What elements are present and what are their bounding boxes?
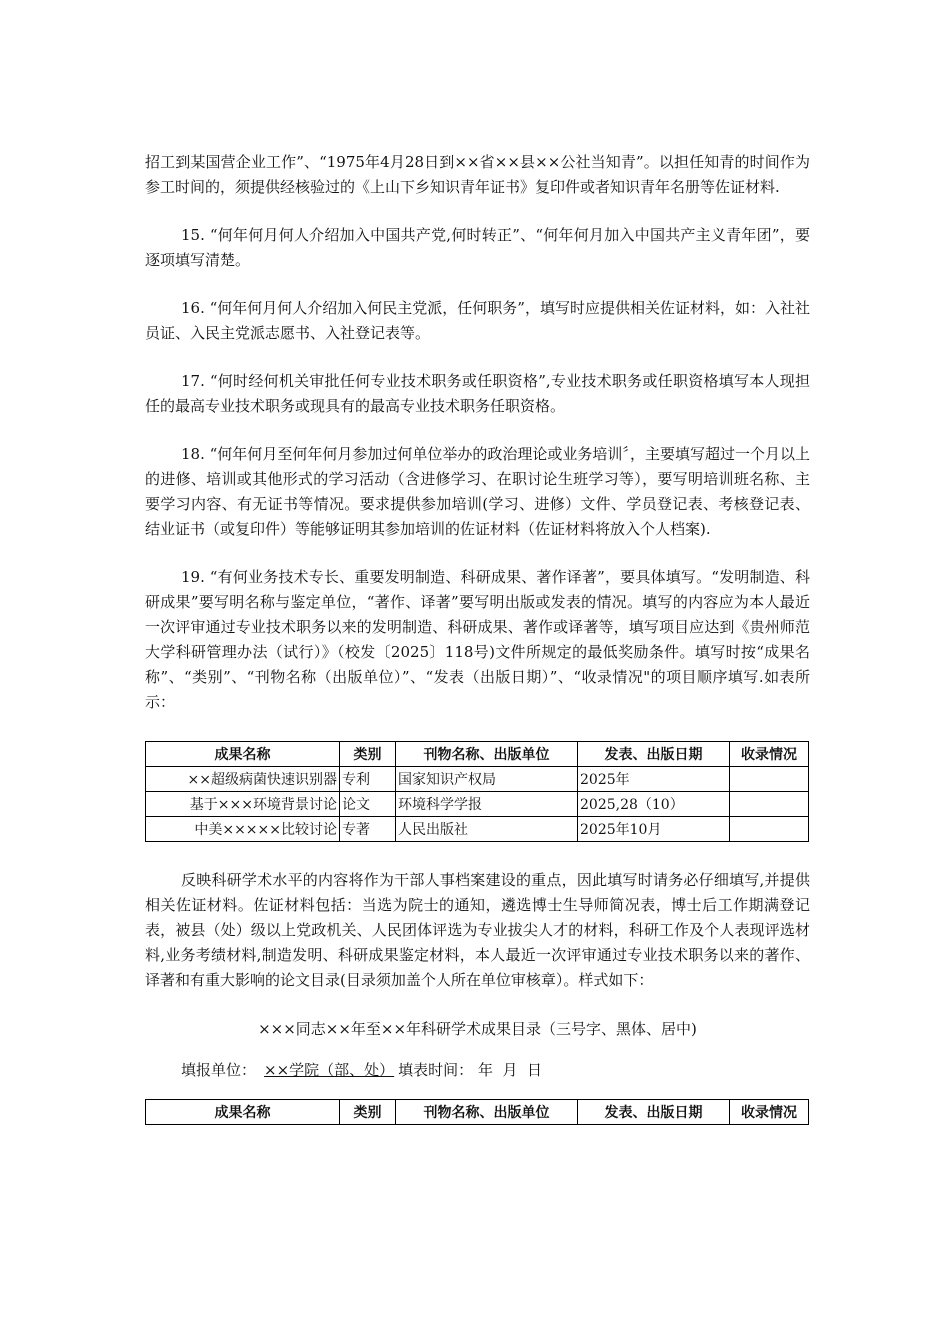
cell-indexing [730, 792, 809, 817]
cell-publication: 环境科学学报 [396, 792, 578, 817]
header-achievement-name: 成果名称 [146, 1100, 340, 1125]
example-achievements-table [145, 741, 809, 842]
fill-info-line [145, 1058, 810, 1083]
paragraph-item-19: 19. “有何业务技术专长、重要发明制造、科研成果、著作译著”，要具体填写。“发明制造、科研成果”要写明名称与鉴定单位，“著作、译著”要写明出版或发表的情况。填写的内容应为本人最近一次评审通过专业技术职务以来的发明制造、科研成果、著作或译著等，填写项目应达到《贵州师范大学科研管理办法（试行）》（校发〔2025〕118号)文件所规定的最低奖励条件。填写时按“成果名称”、“类别”、“刊物名称（出版单位）”、“发表（出版日期）”、“收录情况"的项目顺序填写.如表所示： [145, 568, 810, 711]
header-indexing: 收录情况 [730, 1100, 809, 1125]
cell-date: 2025,28（10） [578, 792, 730, 817]
header-achievement-name: 成果名称 [146, 742, 340, 767]
cell-name: 中美×××××比较讨论 [146, 817, 340, 842]
cell-category: 专利 [340, 767, 396, 792]
header-publication: 刊物名称、出版单位 [396, 742, 578, 767]
header-category: 类别 [340, 742, 396, 767]
cell-indexing [730, 817, 809, 842]
table-header-row [146, 1100, 809, 1125]
time-value: 年 月 日 [477, 1061, 543, 1079]
cell-category: 论文 [340, 792, 396, 817]
cell-publication: 人民出版社 [396, 817, 578, 842]
paragraph-research-materials: 反映科研学术水平的内容将作为干部人事档案建设的重点，因此填写时请务必仔细填写,并提供相关佐证材料。佐证材料包括：当选为院士的通知，遴选博士生导师简况表，博士后工作期满登记表，被县（处）级以上党政机关、人民团体评选为专业拔尖人才的材料，科研工作及个人表现评选材料,业务考绩材料,制造发明、科研成果鉴定材料，本人最近一次评审通过专业技术职务以来的著作、译著和有重大影响的论文目录(目录须加盖个人所在单位审核章）。样式如下： [145, 871, 810, 989]
table-row [146, 792, 809, 817]
cell-date: 2025年 [578, 767, 730, 792]
paragraph-item-17: 17. “何时经何机关审批任何专业技术职务或任职资格”,专业技术职务或任职资格填写本人现担任的最高专业技术职务或现具有的最高专业技术职务任职资格。 [145, 372, 810, 415]
header-indexing: 收录情况 [730, 742, 809, 767]
paragraph-item-18: 18. “何年何月至何年何月参加过何单位举办的政治理论或业务培训〞，主要填写超过一个月以上的进修、培训或其他形式的学习活动（含进修学习、在职讨论生班学习等），要写明培训班名称、主要学习内容、有无证书等情况。要求提供参加培训(学习、进修）文件、学员登记表、考核登记表、结业证书（或复印件）等能够证明其参加培训的佐证材料（佐证材料将放入个人档案). [145, 445, 810, 538]
header-publication: 刊物名称、出版单位 [396, 1100, 578, 1125]
paragraph-item-16: 16. “何年何月何人介绍加入何民主党派，任何职务”，填写时应提供相关佐证材料，如：入社社员证、入民主党派志愿书、入社登记表等。 [145, 299, 810, 342]
table-header-row [146, 742, 809, 767]
header-publish-date: 发表、出版日期 [578, 1100, 730, 1125]
cell-name: ××超级病菌快速识别器 [146, 767, 340, 792]
unit-label: 填报单位： [181, 1061, 257, 1079]
cell-name: 基于×××环境背景讨论 [146, 792, 340, 817]
cell-date: 2025年10月 [578, 817, 730, 842]
header-publish-date: 发表、出版日期 [578, 742, 730, 767]
time-label: 填表时间： [398, 1061, 474, 1079]
table-row [146, 817, 809, 842]
cell-publication: 国家知识产权局 [396, 767, 578, 792]
table-row [146, 767, 809, 792]
catalog-table [145, 1099, 809, 1125]
document-page [145, 150, 810, 1125]
cell-category: 专著 [340, 817, 396, 842]
cell-indexing [730, 767, 809, 792]
unit-value: ××学院（部、处） [264, 1061, 395, 1079]
paragraph-item-15: 15. “何年何月何人介绍加入中国共产党,何时转正”、“何年何月加入中国共产主义青年团”，要逐项填写清楚。 [145, 226, 810, 269]
header-category: 类别 [340, 1100, 396, 1125]
catalog-title: ×××同志××年至××年科研学术成果目录（三号字、黑体、居中) [258, 1020, 697, 1038]
paragraph-continuation: 招工到某国营企业工作”、“1975年4月28日到××省××县××公社当知青”。以担任知青的时间作为参工时间的，须提供经核验过的《上山下乡知识青年证书》复印件或者知识青年名册等佐证材料. [145, 153, 810, 196]
